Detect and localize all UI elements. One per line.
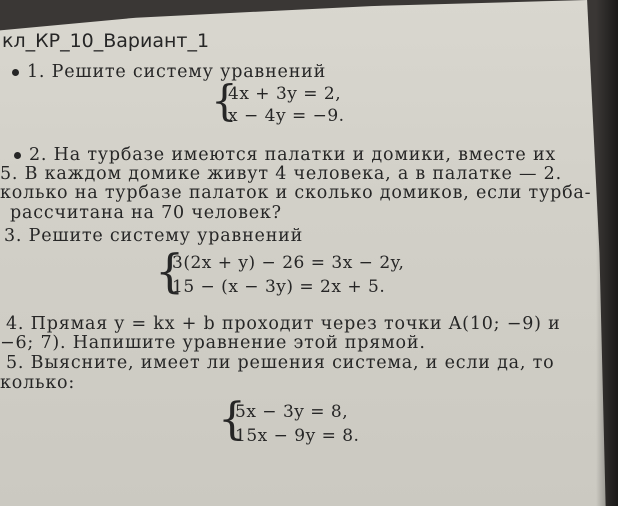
task-5-line-2: колько: <box>0 373 76 393</box>
worksheet-title: кл_КР_10_Вариант_1 <box>2 30 210 52</box>
task-2-line-1: 2. На турбазе имеются палатки и домики, вместе их <box>14 145 556 165</box>
task-1-equation-1: 4x + 3y = 2, <box>228 84 342 104</box>
task-4-line-2: −6; 7). Напишите уравнение этой прямой. <box>0 333 426 353</box>
task-1-line-1: 1. Решите систему уравнений <box>12 62 326 82</box>
task-3-equation-2: 15 − (x − 3y) = 2x + 5. <box>172 277 386 297</box>
task-2-line-4: рассчитана на 70 человек? <box>10 203 282 223</box>
task-3-line-1: 3. Решите систему уравнений <box>4 226 304 246</box>
task-1-equation-2: x − 4y = −9. <box>228 106 345 126</box>
task-5-brace: { <box>218 394 246 445</box>
task-2-line-3: колько на турбазе палаток и сколько домиков, если турба- <box>0 183 592 203</box>
page-shadow <box>596 0 618 506</box>
bullet-icon <box>14 152 21 159</box>
bullet-icon <box>12 69 19 76</box>
task-1-brace: { <box>211 76 238 125</box>
task-2-line-2: 5. В каждом домике живут 4 человека, а в палатке — 2. <box>0 164 562 184</box>
task-5-line-1: 5. Выясните, имеет ли решения система, и если да, то <box>6 353 555 373</box>
task-5-equation-1: 5x − 3y = 8, <box>235 402 349 422</box>
task-4-line-1: 4. Прямая y = kx + b проходит через точки A(10; −9) и <box>6 314 561 334</box>
task-5-equation-2: 15x − 9y = 8. <box>235 426 360 446</box>
task-3-brace: { <box>155 244 185 298</box>
task-3-equation-1: 3(2x + y) − 26 = 3x − 2y, <box>172 253 405 273</box>
